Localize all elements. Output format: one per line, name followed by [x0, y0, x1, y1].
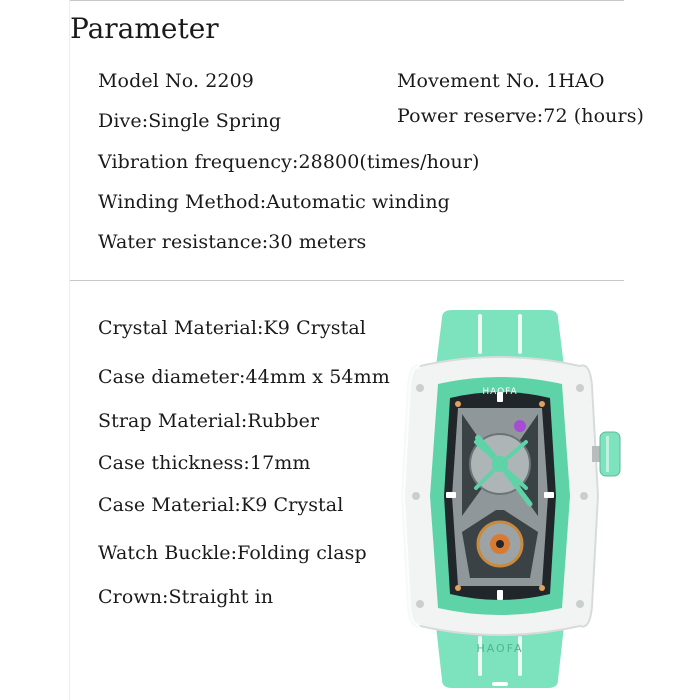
spec-vibration-frequency: Vibration frequency:28800(times/hour) — [98, 151, 480, 173]
middle-divider — [70, 280, 624, 281]
spec-power-reserve: Power reserve:72 (hours) — [397, 105, 645, 127]
spec-model-no: Model No. 2209 — [98, 70, 254, 92]
spec-strap-material: Strap Material:Rubber — [98, 410, 320, 432]
watch-crown — [600, 432, 620, 476]
spec-watch-buckle: Watch Buckle:Folding clasp — [98, 542, 367, 564]
spec-crystal-material: Crystal Material:K9 Crystal — [98, 317, 366, 339]
spec-case-material: Case Material:K9 Crystal — [98, 494, 344, 516]
movement-skeleton — [452, 408, 548, 586]
spec-movement-no: Movement No. 1HAO — [397, 70, 605, 92]
dial-brand-logo: HAOFA — [482, 387, 518, 397]
left-border-line — [69, 0, 70, 700]
strap-brand-logo: HAOFA — [476, 642, 524, 655]
page-title: Parameter — [70, 12, 219, 45]
spec-case-diameter: Case diameter:44mm x 54mm — [98, 366, 390, 388]
spec-water-resistance: Water resistance:30 meters — [98, 231, 367, 253]
watch-image — [380, 296, 630, 696]
spec-dive: Dive:Single Spring — [98, 110, 282, 132]
spec-case-thickness: Case thickness:17mm — [98, 452, 311, 474]
top-divider — [70, 0, 624, 1]
spec-winding-method: Winding Method:Automatic winding — [98, 191, 450, 213]
spec-crown: Crown:Straight in — [98, 586, 274, 608]
